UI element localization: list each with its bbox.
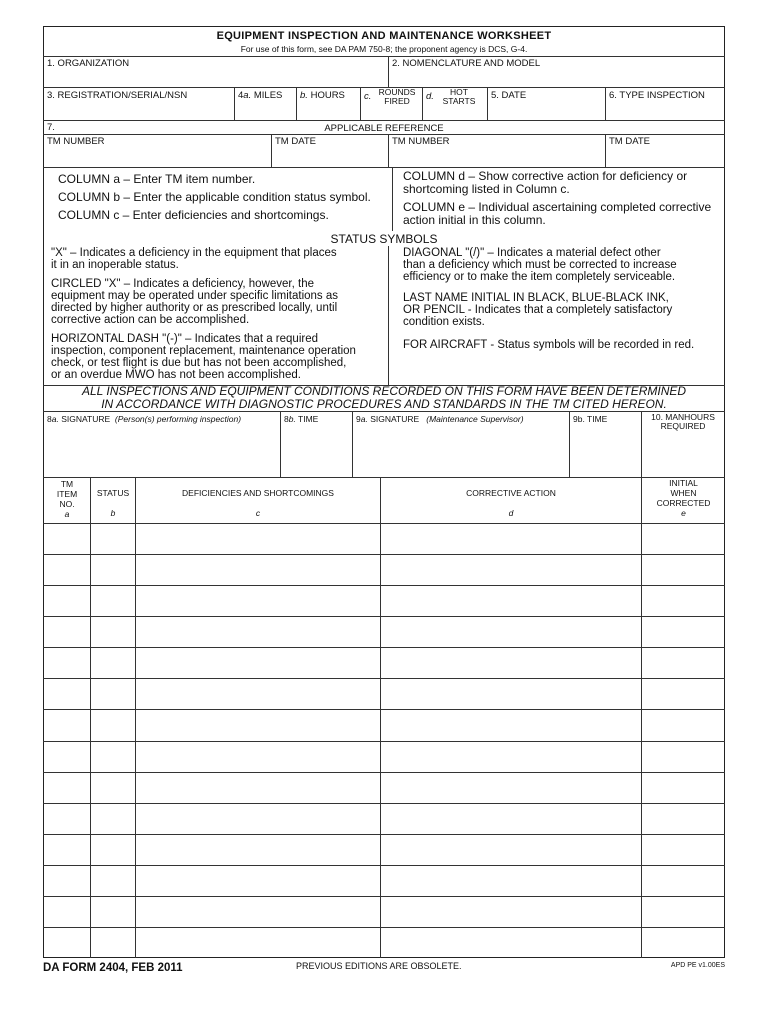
tm-item-cell[interactable] <box>44 773 90 802</box>
status-cell[interactable] <box>91 742 135 771</box>
status-cell[interactable] <box>91 773 135 802</box>
status-cell[interactable] <box>91 897 135 926</box>
status-circled-x-description: CIRCLED "X" – Indicates a deficiency, however, the equipment may be operated under specific limitations as directed by higher authority or as prescribed locally, until corrective action can be accomplished. <box>51 278 339 326</box>
deficiency-cell[interactable] <box>136 928 380 957</box>
tm-item-cell[interactable] <box>44 679 90 708</box>
form-version: APD PE v1.00ES <box>670 962 725 969</box>
hot-letter: d. <box>426 91 434 102</box>
status-last-name-description: LAST NAME INITIAL IN BLACK, BLUE-BLACK INK, OR PENCIL - Indicates that a completely satisfactory condition exists. <box>403 292 673 328</box>
deficiency-cell[interactable] <box>136 617 380 646</box>
applicable-reference-label: APPLICABLE REFERENCE <box>324 123 444 134</box>
corrective-action-cell[interactable] <box>381 555 641 584</box>
miles-label: 4a. MILES <box>238 90 283 101</box>
status-cell[interactable] <box>91 524 135 553</box>
ref-number: 7. <box>47 122 55 133</box>
date-field[interactable] <box>488 102 604 119</box>
initial-cell[interactable] <box>642 897 724 926</box>
deficiency-cell[interactable] <box>136 586 380 615</box>
initial-cell[interactable] <box>642 679 724 708</box>
type-inspection-field[interactable] <box>606 102 724 119</box>
organization-field[interactable] <box>44 70 387 86</box>
form-title: EQUIPMENT INSPECTION AND MAINTENANCE WORKSHEET <box>216 30 552 42</box>
instruction-column-b: COLUMN b – Enter the applicable condition status symbol. <box>58 190 371 204</box>
status-cell[interactable] <box>91 555 135 584</box>
nomenclature-field[interactable] <box>389 70 724 86</box>
deficiency-cell[interactable] <box>136 866 380 895</box>
certification-line-2: IN ACCORDANCE WITH DIAGNOSTIC PROCEDURES AND STANDARDS IN THE TM CITED HEREON. <box>101 397 667 411</box>
status-cell[interactable] <box>91 617 135 646</box>
corrective-action-cell[interactable] <box>381 710 641 739</box>
column-header-deficiencies: DEFICIENCIES AND SHORTCOMINGS c <box>182 488 334 518</box>
tm-item-cell[interactable] <box>44 928 90 957</box>
status-cell[interactable] <box>91 928 135 957</box>
obsolete-notice: PREVIOUS EDITIONS ARE OBSOLETE. <box>296 961 462 971</box>
corrective-action-cell[interactable] <box>381 679 641 708</box>
status-aircraft-note: FOR AIRCRAFT - Status symbols will be recorded in red. <box>403 339 695 351</box>
hot-starts-field[interactable] <box>423 106 486 119</box>
corrective-action-cell[interactable] <box>381 897 641 926</box>
time-9b-field[interactable] <box>570 426 640 476</box>
corrective-action-cell[interactable] <box>381 648 641 677</box>
time-8b-label: 8b. TIME <box>284 414 319 424</box>
deficiency-cell[interactable] <box>136 555 380 584</box>
column-header-tm-item: TM ITEM NO. a <box>56 479 78 519</box>
tm-item-cell[interactable] <box>44 617 90 646</box>
deficiency-cell[interactable] <box>136 679 380 708</box>
signature-9a-label: 9a. SIGNATURE (Maintenance Supervisor) <box>356 414 524 424</box>
initial-cell[interactable] <box>642 617 724 646</box>
deficiency-cell[interactable] <box>136 648 380 677</box>
signature-8a-label: 8a. SIGNATURE (Person(s) performing inspection) <box>47 414 242 424</box>
tm-item-cell[interactable] <box>44 742 90 771</box>
status-cell[interactable] <box>91 866 135 895</box>
column-header-corrective-action: CORRECTIVE ACTION d <box>466 488 556 518</box>
registration-field[interactable] <box>44 102 233 119</box>
form-subtitle: For use of this form, see DA PAM 750-8; the proponent agency is DCS, G-4. <box>240 44 528 54</box>
tm-number-field-2[interactable] <box>389 148 604 166</box>
initial-cell[interactable] <box>642 710 724 739</box>
deficiency-cell[interactable] <box>136 524 380 553</box>
deficiency-cell[interactable] <box>136 773 380 802</box>
corrective-action-cell[interactable] <box>381 835 641 864</box>
status-diagonal-description: DIAGONAL "(/)" – Indicates a material defect other than a deficiency which must be corrected to increase efficiency or to make the item completely serviceable. <box>403 247 677 283</box>
column-header-initial: INITIAL WHEN CORRECTED e <box>656 478 711 518</box>
tm-item-cell[interactable] <box>44 524 90 553</box>
initial-cell[interactable] <box>642 773 724 802</box>
manhours-label: 10. MANHOURS REQUIRED <box>651 412 715 431</box>
status-cell[interactable] <box>91 586 135 615</box>
status-x-description: "X" – Indicates a deficiency in the equipment that places it in an inoperable status. <box>51 247 337 271</box>
initial-cell[interactable] <box>642 835 724 864</box>
tm-date-label-1: TM DATE <box>275 136 316 147</box>
tm-number-field-1[interactable] <box>44 148 270 166</box>
tm-number-label-1: TM NUMBER <box>47 136 105 147</box>
corrective-action-cell[interactable] <box>381 524 641 553</box>
corrective-action-cell[interactable] <box>381 866 641 895</box>
tm-item-cell[interactable] <box>44 897 90 926</box>
form-number: DA FORM 2404, FEB 2011 <box>43 962 183 974</box>
registration-label: 3. REGISTRATION/SERIAL/NSN <box>47 90 188 101</box>
status-cell[interactable] <box>91 835 135 864</box>
date-label: 5. DATE <box>491 90 527 101</box>
corrective-action-cell[interactable] <box>381 617 641 646</box>
deficiency-cell[interactable] <box>136 804 380 833</box>
tm-item-cell[interactable] <box>44 866 90 895</box>
time-9b-label: 9b. TIME <box>573 414 608 424</box>
corrective-action-cell[interactable] <box>381 928 641 957</box>
hours-label: b. HOURS <box>300 90 345 101</box>
tm-date-field-1[interactable] <box>272 148 387 166</box>
initial-cell[interactable] <box>642 804 724 833</box>
deficiency-cell[interactable] <box>136 742 380 771</box>
tm-number-label-2: TM NUMBER <box>392 136 450 147</box>
type-inspection-label: 6. TYPE INSPECTION <box>609 90 705 101</box>
initial-cell[interactable] <box>642 524 724 553</box>
tm-date-field-2[interactable] <box>606 148 724 166</box>
status-cell[interactable] <box>91 804 135 833</box>
nomenclature-label: 2. NOMENCLATURE AND MODEL <box>392 58 541 69</box>
rounds-fired-field[interactable] <box>361 106 421 119</box>
time-8b-field[interactable] <box>281 426 351 476</box>
organization-label: 1. ORGANIZATION <box>47 58 130 69</box>
instruction-column-c: COLUMN c – Enter deficiencies and shortcomings. <box>58 208 329 222</box>
corrective-action-cell[interactable] <box>381 804 641 833</box>
status-cell[interactable] <box>91 679 135 708</box>
initial-cell[interactable] <box>642 555 724 584</box>
tm-item-cell[interactable] <box>44 710 90 739</box>
certification-line-1: ALL INSPECTIONS AND EQUIPMENT CONDITIONS RECORDED ON THIS FORM HAVE BEEN DETERMINED <box>81 384 687 398</box>
tm-item-cell[interactable] <box>44 586 90 615</box>
hot-starts-label: HOT STARTS <box>442 87 476 106</box>
rounds-letter: c. <box>364 91 372 102</box>
manhours-field[interactable] <box>642 434 724 476</box>
instruction-column-e: COLUMN e – Individual ascertaining completed corrective action initial in this column. <box>403 200 712 227</box>
tm-date-label-2: TM DATE <box>609 136 650 147</box>
status-cell[interactable] <box>91 710 135 739</box>
initial-cell[interactable] <box>642 648 724 677</box>
deficiency-cell[interactable] <box>136 710 380 739</box>
corrective-action-cell[interactable] <box>381 586 641 615</box>
status-symbols-heading: STATUS SYMBOLS <box>330 232 438 246</box>
instruction-column-d: COLUMN d – Show corrective action for deficiency or shortcoming listed in Column c. <box>403 169 688 196</box>
initial-cell[interactable] <box>642 742 724 771</box>
tm-item-cell[interactable] <box>44 835 90 864</box>
initial-cell[interactable] <box>642 928 724 957</box>
corrective-action-cell[interactable] <box>381 742 641 771</box>
hours-field[interactable] <box>297 102 359 119</box>
signature-9a-field[interactable] <box>353 426 568 476</box>
column-header-status: STATUS b <box>96 488 130 518</box>
rounds-fired-label: ROUNDS FIRED <box>378 87 416 106</box>
deficiency-cell[interactable] <box>136 897 380 926</box>
initial-cell[interactable] <box>642 586 724 615</box>
status-cell[interactable] <box>91 648 135 677</box>
status-dash-description: HORIZONTAL DASH "(-)" – Indicates that a required inspection, component replacement, maintenance operation check, or test flight is due but has not been accomplished, or an overdue MWO has not been accomplished. <box>51 333 356 381</box>
tm-item-cell[interactable] <box>44 804 90 833</box>
corrective-action-cell[interactable] <box>381 773 641 802</box>
tm-item-cell[interactable] <box>44 648 90 677</box>
deficiency-cell[interactable] <box>136 835 380 864</box>
miles-field[interactable] <box>235 102 295 119</box>
instruction-column-a: COLUMN a – Enter TM item number. <box>58 172 256 186</box>
initial-cell[interactable] <box>642 866 724 895</box>
signature-8a-field[interactable] <box>44 426 279 476</box>
tm-item-cell[interactable] <box>44 555 90 584</box>
